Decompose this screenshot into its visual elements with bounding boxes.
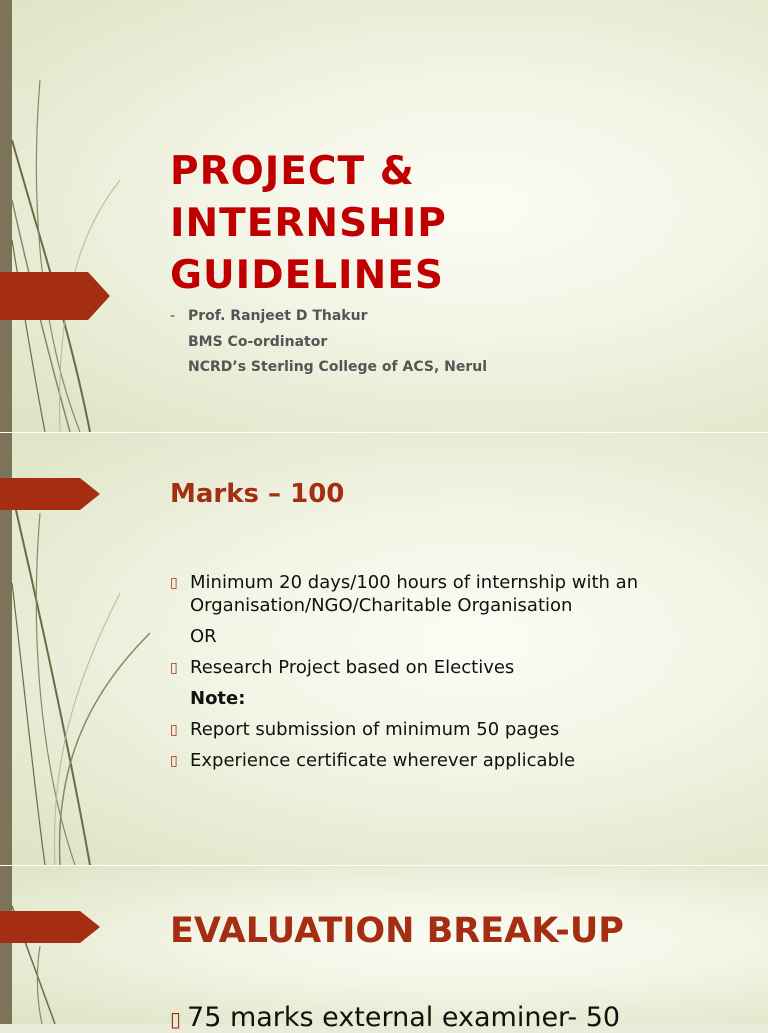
- bullet-icon: ▯: [170, 1007, 182, 1031]
- marks-list: [170, 571, 730, 780]
- list-item: [170, 571, 730, 617]
- list-note-label: Note:: [190, 688, 246, 709]
- decorative-swirl: [0, 0, 120, 432]
- marks-tab-marker: [0, 478, 100, 510]
- author-college: NCRD’s Sterling College of ACS, Nerul: [188, 359, 488, 375]
- evaluation-tab-marker: [0, 911, 100, 943]
- list-item-text: Minimum 20 days/100 hours of internship with an Organisation/NGO/Charitable Organisation: [190, 572, 639, 616]
- byline-dash: -: [170, 308, 176, 324]
- list-item: [170, 749, 730, 772]
- bullet-icon: ▯: [170, 575, 178, 591]
- author-byline: [170, 304, 487, 381]
- evaluation-heading: EVALUATION BREAK-UP: [170, 911, 624, 951]
- page-title: [170, 146, 447, 302]
- bullet-icon: ▯: [170, 660, 178, 676]
- list-item: [170, 718, 730, 741]
- slide-title: [0, 0, 768, 432]
- author-role: BMS Co-ordinator: [188, 333, 328, 350]
- evaluation-item: [170, 1002, 620, 1033]
- list-item-text: Experience certificate wherever applicable: [190, 750, 576, 771]
- author-name: Prof. Ranjeet D Thakur: [188, 308, 368, 324]
- bullet-icon: ▯: [170, 722, 178, 738]
- list-item-text: Report submission of minimum 50 pages: [190, 719, 560, 740]
- title-line-3: GUIDELINES: [170, 253, 444, 298]
- evaluation-item-text: 75 marks external examiner- 50: [187, 1002, 621, 1033]
- bullet-icon: ▯: [170, 753, 178, 769]
- title-line-2: INTERNSHIP: [170, 201, 447, 246]
- title-tab-marker: [0, 272, 110, 320]
- list-item: [170, 656, 730, 679]
- marks-heading: Marks – 100: [170, 479, 345, 509]
- list-text-or: OR: [190, 626, 217, 647]
- list-item-text: Research Project based on Electives: [190, 657, 515, 678]
- title-line-1: PROJECT &: [170, 149, 415, 194]
- decorative-swirl: [0, 866, 120, 1024]
